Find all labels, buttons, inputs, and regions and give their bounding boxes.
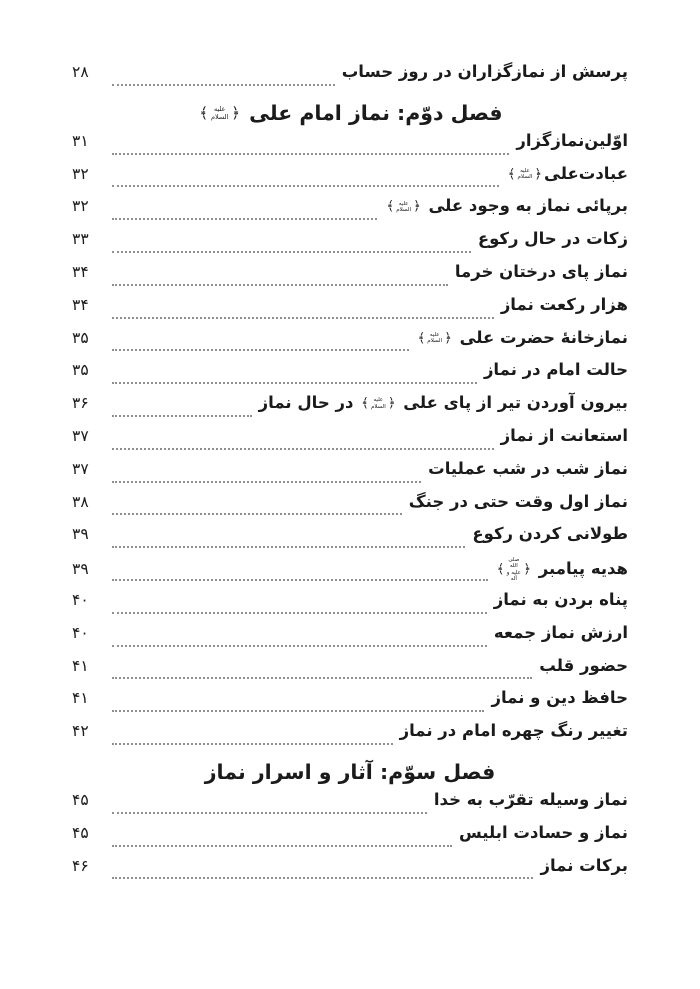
toc-entry — [72, 196, 628, 229]
entry-page-number: ۳۲ — [72, 164, 89, 183]
ornate-close-bracket: ﴾ — [199, 104, 209, 123]
toc-entry — [72, 62, 628, 95]
entry-page-number: ۳۴ — [72, 295, 89, 314]
entry-title: هدیه پیامبر ﴿ صلی الله علیه و آله ﴾ — [496, 557, 628, 583]
dotted-leader — [112, 513, 402, 515]
dotted-leader — [112, 845, 452, 847]
toc-entry — [72, 823, 628, 856]
ornate-close-bracket: ﴾ — [361, 396, 369, 412]
entry-page-number: ۳۹ — [72, 525, 89, 544]
toc-entry — [72, 721, 628, 754]
toc-entry — [72, 393, 628, 426]
entry-title: ارزش نماز جمعه — [493, 622, 628, 642]
entry-title: هزار رکعت نماز — [500, 294, 628, 314]
honorific-text: علیه السلام — [427, 331, 443, 345]
honorific-text: صلی الله علیه و آله — [506, 557, 521, 583]
toc-entry — [72, 262, 628, 295]
dotted-leader — [112, 185, 499, 187]
entry-page-number: ۳۸ — [72, 492, 89, 511]
entry-page-number: ۳۶ — [72, 394, 89, 413]
dotted-leader — [112, 317, 494, 319]
toc-entry — [72, 656, 628, 689]
ornate-open-bracket: ﴿ — [413, 199, 421, 215]
entry-page-number: ۴۱ — [72, 689, 89, 708]
entry-page-number: ۳۵ — [72, 361, 89, 380]
entry-page-number: ۳۲ — [72, 197, 89, 216]
chapter-heading-title: فصل سوّم: آثار و اسرار نماز — [204, 759, 496, 784]
dotted-leader — [112, 612, 487, 614]
dotted-leader — [112, 546, 465, 548]
dotted-leader — [112, 579, 488, 581]
entry-page-number: ۲۸ — [72, 63, 89, 81]
entry-page-number: ۳۱ — [72, 131, 89, 150]
entry-page-number: ۳۹ — [72, 560, 89, 579]
ornate-open-bracket: ﴿ — [231, 104, 240, 123]
entry-page-number: ۴۱ — [72, 656, 89, 675]
entry-title: نماز و حسادت ابلیس — [458, 822, 628, 842]
toc-entry — [72, 164, 628, 197]
toc-entry — [72, 856, 628, 889]
honorific-text: علیه السلام — [210, 105, 229, 121]
entry-title: پرسش از نمازگزاران در روز حساب — [341, 62, 628, 81]
chapter-heading — [72, 95, 628, 131]
entry-page-number: ۴۰ — [72, 623, 89, 642]
entry-title: برپائی نماز به وجود علی ﴿ علیه السلام ﴾ — [386, 196, 628, 216]
toc-entry — [72, 328, 628, 361]
entry-title: نمازخانهٔ حضرت علی ﴿ علیه السلام ﴾ — [417, 327, 628, 347]
entry-title: تغییر رنگ چهره امام در نماز — [399, 721, 628, 741]
entry-page-number: ۴۲ — [72, 722, 89, 741]
toc-entry — [72, 557, 628, 590]
ornate-open-bracket: ﴿ — [444, 330, 452, 346]
entry-page-number: ۳۴ — [72, 262, 89, 281]
toc-entry — [72, 524, 628, 557]
honorific-text: علیه السلام — [396, 200, 411, 213]
entry-page-number: ۳۷ — [72, 426, 89, 445]
ornate-close-bracket: ﴾ — [507, 166, 516, 182]
toc-entry — [72, 590, 628, 623]
ornate-open-bracket: ﴿ — [387, 396, 396, 412]
entry-page-number: ۴۵ — [72, 823, 89, 842]
dotted-leader — [112, 877, 533, 879]
entry-page-number: ۴۶ — [72, 856, 89, 875]
entry-page-number: ۳۳ — [72, 230, 89, 249]
honorific-text: علیه السلام — [370, 397, 386, 410]
honorific-as-mark — [386, 200, 420, 213]
dotted-leader — [112, 481, 421, 483]
toc-entry — [72, 492, 628, 525]
ornate-close-bracket: ﴾ — [496, 562, 505, 578]
entry-page-number: ۴۵ — [72, 790, 89, 809]
entry-title: نماز اول وقت حتی در جنگ — [408, 491, 628, 511]
dotted-leader — [112, 251, 471, 253]
entry-page-number: ۳۷ — [72, 459, 89, 478]
dotted-leader — [112, 284, 448, 286]
entry-title: طولانی کردن رکوع — [472, 524, 628, 544]
toc-entry — [72, 426, 628, 459]
honorific-as-mark — [361, 397, 395, 410]
toc-entry — [72, 623, 628, 656]
honorific-saw-mark — [497, 557, 531, 582]
chapter-heading-title: فصل دوّم: نماز امام علی ﴿ علیه السلام ﴾ — [199, 100, 503, 125]
dotted-leader — [112, 677, 532, 679]
entry-title: زکات در حال رکوع — [477, 229, 628, 249]
honorific-text: علیه السلام — [517, 167, 533, 181]
entry-title: حضور قلب — [539, 655, 628, 675]
entry-title: برکات نماز — [540, 855, 628, 875]
entry-title: عبادت‌علی ﴿ علیه السلام ﴾ — [507, 163, 628, 183]
dotted-leader — [112, 743, 393, 745]
entry-title: پناه بردن به نماز — [493, 589, 628, 609]
honorific-as-mark — [199, 106, 240, 121]
entry-title: بیرون آوردن تیر از پای علی ﴿ علیه السلام ﴾ در حال نماز — [258, 393, 628, 413]
dotted-leader — [112, 218, 377, 220]
honorific-as-mark — [508, 168, 542, 181]
dotted-leader — [112, 812, 427, 814]
toc-entry — [72, 688, 628, 721]
dotted-leader — [112, 415, 252, 417]
entry-title: نماز شب در شب عملیات — [428, 458, 628, 478]
entry-title: استعانت از نماز — [500, 425, 628, 445]
entry-title: نماز پای درختان خرما — [454, 261, 628, 281]
dotted-leader — [112, 382, 477, 384]
honorific-as-mark — [418, 332, 452, 345]
toc-entry — [72, 459, 628, 492]
dotted-leader — [112, 448, 494, 450]
dotted-leader — [112, 349, 409, 351]
entry-title: نماز وسیله تقرّب به خدا — [433, 789, 628, 809]
chapter-heading — [72, 754, 628, 790]
entry-title: حالت امام در نماز — [483, 360, 628, 380]
toc-entry — [72, 790, 628, 823]
toc-list — [72, 62, 628, 888]
entry-title: اوّلین‌نمازگزار — [516, 130, 628, 150]
ornate-close-bracket: ﴾ — [417, 330, 426, 346]
ornate-close-bracket: ﴾ — [386, 199, 395, 215]
dotted-leader — [112, 710, 484, 712]
ornate-open-bracket: ﴿ — [523, 562, 531, 578]
ornate-open-bracket: ﴿ — [534, 166, 543, 182]
toc-entry — [72, 360, 628, 393]
dotted-leader — [112, 153, 509, 155]
dotted-leader — [112, 84, 335, 86]
entry-page-number: ۳۵ — [72, 328, 89, 347]
dotted-leader — [112, 645, 487, 647]
entry-page-number: ۴۰ — [72, 590, 89, 609]
toc-entry — [72, 295, 628, 328]
toc-entry — [72, 229, 628, 262]
entry-title: حافظ دین و نماز — [491, 688, 628, 708]
toc-entry — [72, 131, 628, 164]
